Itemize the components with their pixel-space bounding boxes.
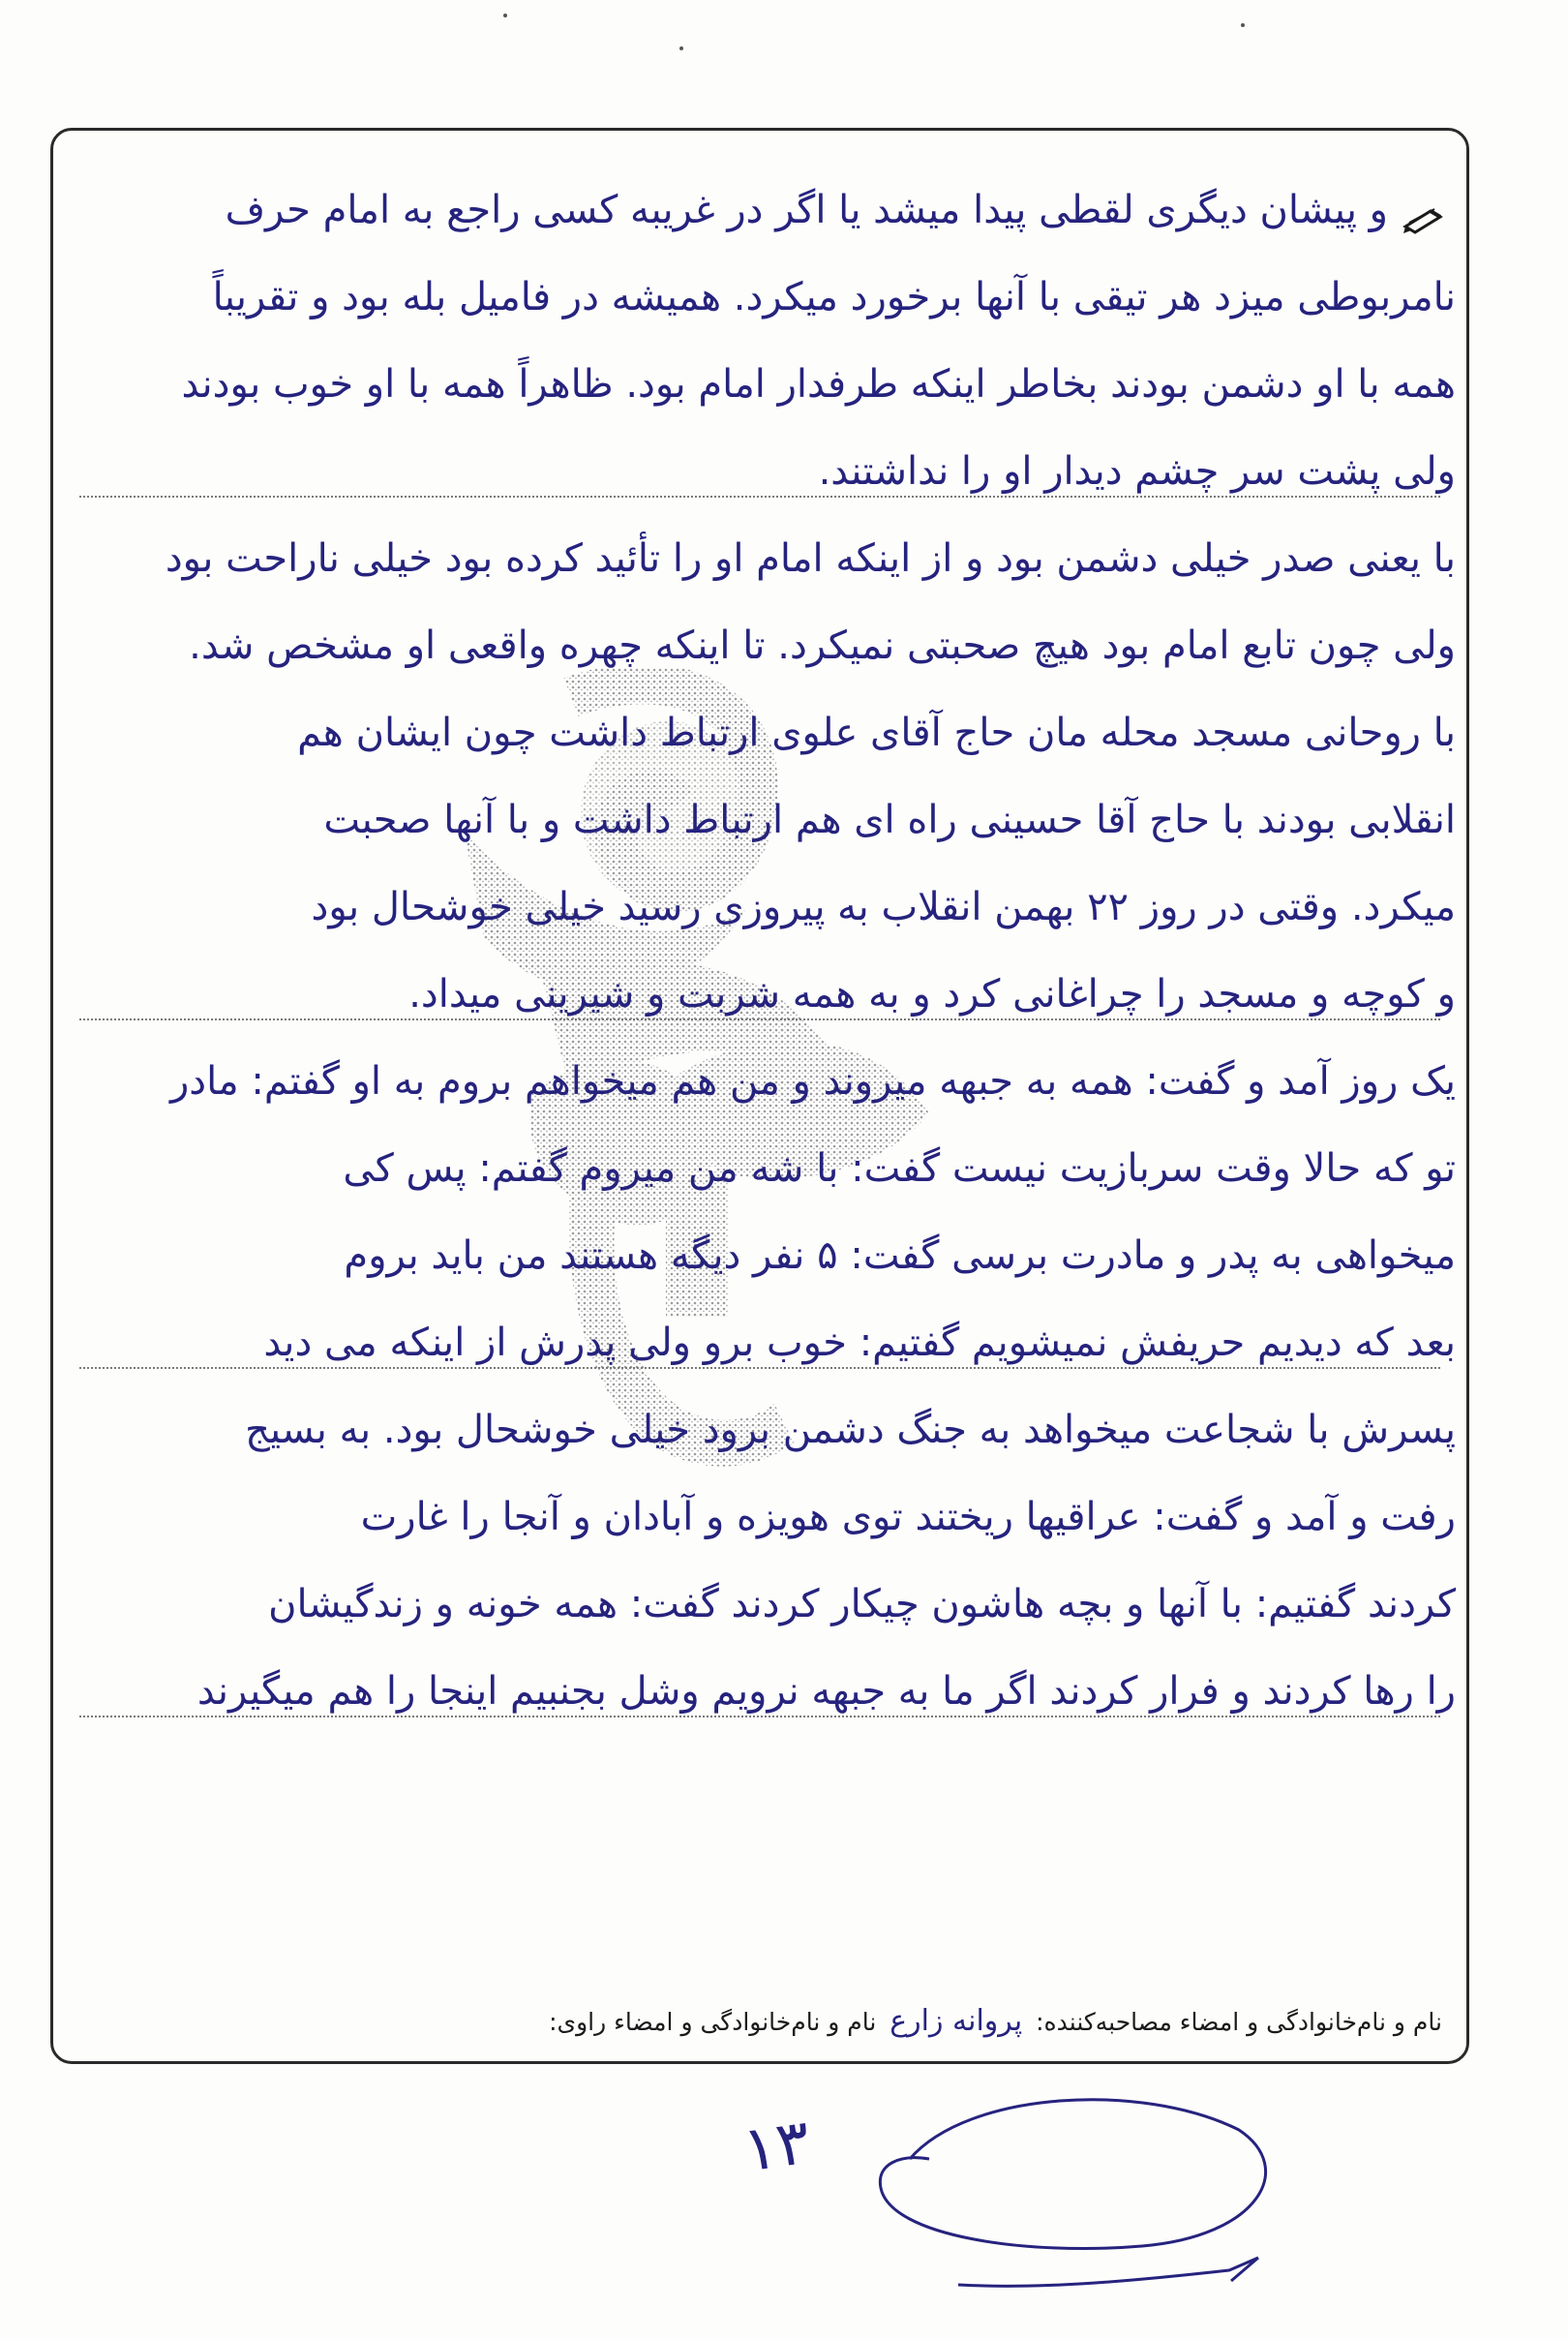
text-line: [50, 1549, 1469, 1636]
text-line: [50, 591, 1469, 678]
text-line: [50, 503, 1469, 591]
page-number: ۱۳: [739, 2106, 815, 2187]
text-line: [50, 155, 1469, 242]
text-line-content: پسرش با شجاعت میخواهد به جنگ دشمن برود خیلی خوشحال بود. به بسیج: [245, 1408, 1456, 1452]
narrator-label: نام و نام‌خانوادگی و امضاء راوی:: [549, 2008, 877, 2036]
text-line-content: ولی چون تابع امام بود هیچ صحبتی نمیکرد. تا اینکه چهره واقعی او مشخص شد.: [189, 623, 1456, 668]
text-line-content: کردند گفتیم: با آنها و بچه هاشون چیکار کردند گفت: همه خونه و زندگیشان: [268, 1582, 1456, 1626]
dotted-rule: [79, 496, 1440, 498]
dotted-rule: [79, 1716, 1440, 1717]
text-line: [50, 939, 1469, 1026]
text-line: [50, 1026, 1469, 1113]
interviewer-name: پروانه زارع: [890, 2004, 1023, 2038]
signature-icon: [852, 2081, 1297, 2314]
text-line-content: و کوچه و مسجد را چراغانی کرد و به همه شربت و شیرینی میداد.: [408, 972, 1456, 1017]
text-line: [50, 1113, 1469, 1200]
text-line: [50, 416, 1469, 503]
text-line: [50, 1375, 1469, 1462]
text-line: [50, 329, 1469, 416]
text-line-content: میخواهی به پدر و مادرت برسی گفت: ۵ نفر دیگه هستند من باید بروم: [344, 1233, 1456, 1278]
text-line: [50, 1462, 1469, 1549]
text-line: [50, 1288, 1469, 1375]
scan-speck: [503, 14, 507, 17]
text-line-content: نامربوطی میزد هر تیقی با آنها برخورد میکرد. همیشه در فامیل بله بود و تقریباً: [212, 275, 1456, 319]
text-line: [50, 1636, 1469, 1723]
signature-footer: [50, 1994, 1469, 2052]
text-line: [50, 852, 1469, 939]
text-line-content: همه با او دشمن بودند بخاطر اینکه طرفدار امام بود. ظاهراً همه با او خوب بودند: [181, 362, 1456, 407]
text-line: [50, 242, 1469, 329]
text-line-content: و پیشان دیگری لقطی پیدا میشد یا اگر در غریبه کسی راجع به امام حرف: [225, 188, 1388, 232]
text-line-content: با روحانی مسجد محله مان حاج آقای علوی ارتباط داشت چون ایشان هم: [297, 711, 1456, 755]
scan-speck: [1241, 23, 1245, 27]
pen-icon: [1402, 205, 1446, 234]
dotted-rule: [79, 1018, 1440, 1020]
scan-speck: [679, 46, 683, 50]
footer-labels: [549, 2004, 1442, 2038]
text-line-content: رفت و آمد و گفت: عراقیها ریختند توی هویزه و آبادان و آنجا را غارت: [360, 1495, 1456, 1539]
text-line-content: با یعنی صدر خیلی دشمن بود و از اینکه امام او را تأئید کرده بود خیلی ناراحت بود: [165, 536, 1456, 581]
text-line-content: بعد که دیدیم حریفش نمیشویم گفتیم: خوب برو ولی پدرش از اینکه می دید: [263, 1321, 1456, 1365]
text-line-content: میکرد. وقتی در روز ۲۲ بهمن انقلاب به پیروزی رسید خیلی خوشحال بود: [311, 885, 1456, 929]
text-line-content: ولی پشت سر چشم دیدار او را نداشتند.: [818, 449, 1456, 494]
text-line: [50, 765, 1469, 852]
text-line-content: تو که حالا وقت سربازیت نیست گفت: با شه من میروم گفتم: پس کی: [343, 1146, 1456, 1191]
dotted-rule: [79, 1367, 1440, 1369]
text-line: [50, 1200, 1469, 1288]
interviewer-label: نام و نام‌خانوادگی و امضاء مصاحبه‌کننده:: [1036, 2008, 1442, 2036]
text-line-content: یک روز آمد و گفت: همه به جبهه میروند و من هم میخواهم بروم به او گفتم: مادر: [169, 1059, 1456, 1104]
text-line: [50, 678, 1469, 765]
text-line-content: انقلابی بودند با حاج آقا حسینی راه ای هم ارتباط داشت و با آنها صحبت: [323, 798, 1456, 842]
text-line-content: را رها کردند و فرار کردند اگر ما به جبهه نرویم وشل بجنبیم اینجا را هم میگیرند: [196, 1669, 1456, 1714]
